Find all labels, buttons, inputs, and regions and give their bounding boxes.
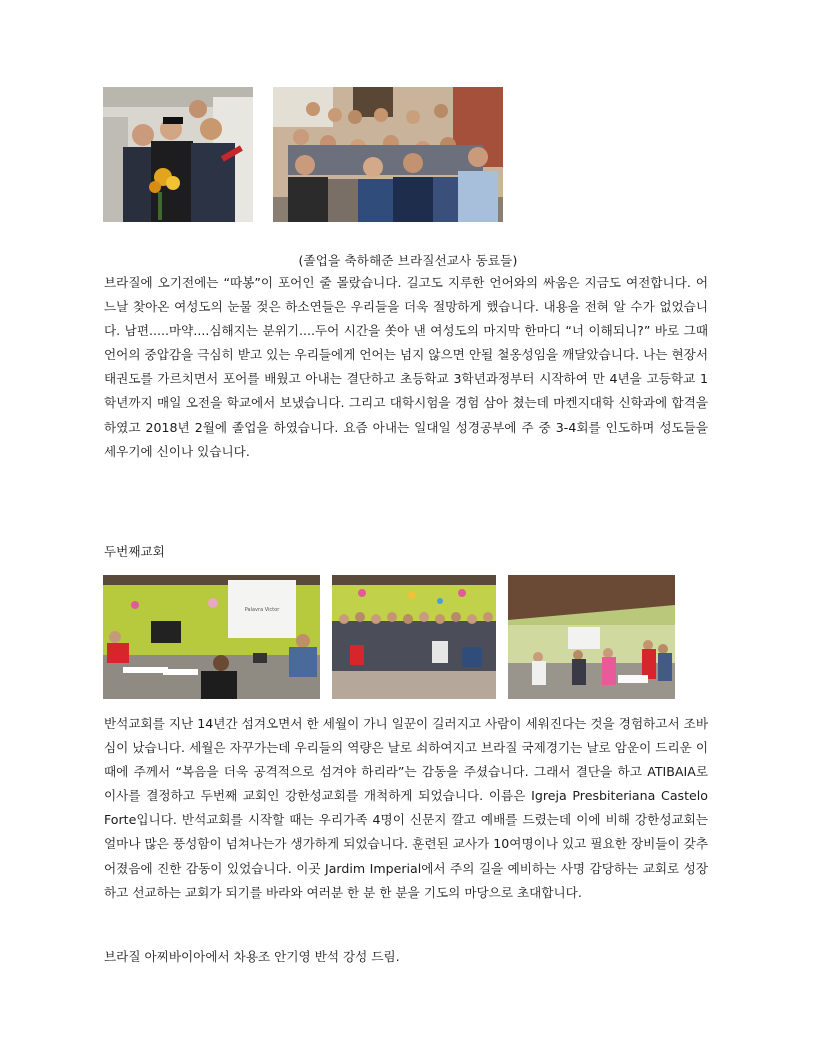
photo-caption: (졸업을 축하해준 브라질선교사 동료들): [298, 252, 518, 268]
paragraph-second-church: 반석교회를 지난 14년간 섬겨오면서 한 세월이 가니 일꾼이 길러지고 사람이 세워진다는 것을 경험하고서 조바심이 났습니다. 세월은 자꾸가는데 우리들의 역량은 날로 쇠하여지고 브라질 국제경기는 날로 암운이 드리운 이때에 주께서 “복음을 더욱 공격적으로 섬겨야 하리라”는 감동을 주셨습니다. 그래서 결단을 하고 ATIBAIA로 이사를 결정하고 두번째 교회인 강한성교회를 개척하게 되었습니다. 이름은 Igreja Presbiteriana Castelo Forte입니다. 반석교회를 시작할 때는 우리가족 4명이 신문지 깔고 예배를 드렸는데 이에 비해 강한성교회는 얼마나 많은 풍성함이 넘쳐나는가 생가하게 되었습니다. 훈련된 교사가 10여명이나 있고 필요한 장비들이 갖추어졌음에 진한 감동이 있었습니다. 이곳 Jardim Imperial에서 주의 길을 예비하는 사명 감당하는 교회로 성장하고 선교하는 교회가 되기를 바라와 여러분 한 분 한 분을 기도의 마당으로 초대합니다.: [104, 716, 708, 900]
section-heading: 두번째교회: [104, 544, 165, 559]
graduation-photo: [103, 87, 253, 222]
congregation-group-photo: [332, 575, 496, 699]
closing-signature: 브라질 아찌바이아에서 차용조 안기영 반석 강성 드림.: [104, 949, 400, 964]
projector-screen-text: Palavra Victor: [244, 607, 280, 613]
paragraph-language-struggle: 브라질에 오기전에는 “따봉”이 포어인 줄 몰랐습니다. 길고도 지루한 언어와의 싸움은 지금도 여전합니다. 어느날 찾아온 여성도의 눈물 젖은 하소연들은 우리들을 더욱 절망하게 했습니다. 내용을 전혀 알 수가 없었습니다. 남편.....마약....심해지는 분위기....두어 시간을 쏫아 낸 여성도의 마지막 한마디 “너 이해되니?” 바로 그때 언어의 중압감을 극심히 받고 있는 우리들에게 언어는 넘지 않으면 안될 철옹성임을 깨달았습니다. 나는 현장서 태권도를 가르치면서 포어를 배웠고 아내는 결단하고 초등학교 3학년과정부터 시작하여 만 4년을 고등학교 1학년까지 매일 오전을 학교에서 보냈습니다. 그리고 대학시험을 경험 삼아 쳤는데 마켄지대학 신학과에 합격을 하였고 2018년 2월에 졸업을 하였습니다. 요즘 아내는 일대일 성경공부에 주 중 3-4회를 인도하며 성도들을 세우기에 신이나 있습니다.: [104, 275, 708, 459]
colleagues-group-photo: [273, 87, 503, 222]
church-presentation-photo: [103, 575, 320, 699]
church-hall-photo: [508, 575, 675, 699]
